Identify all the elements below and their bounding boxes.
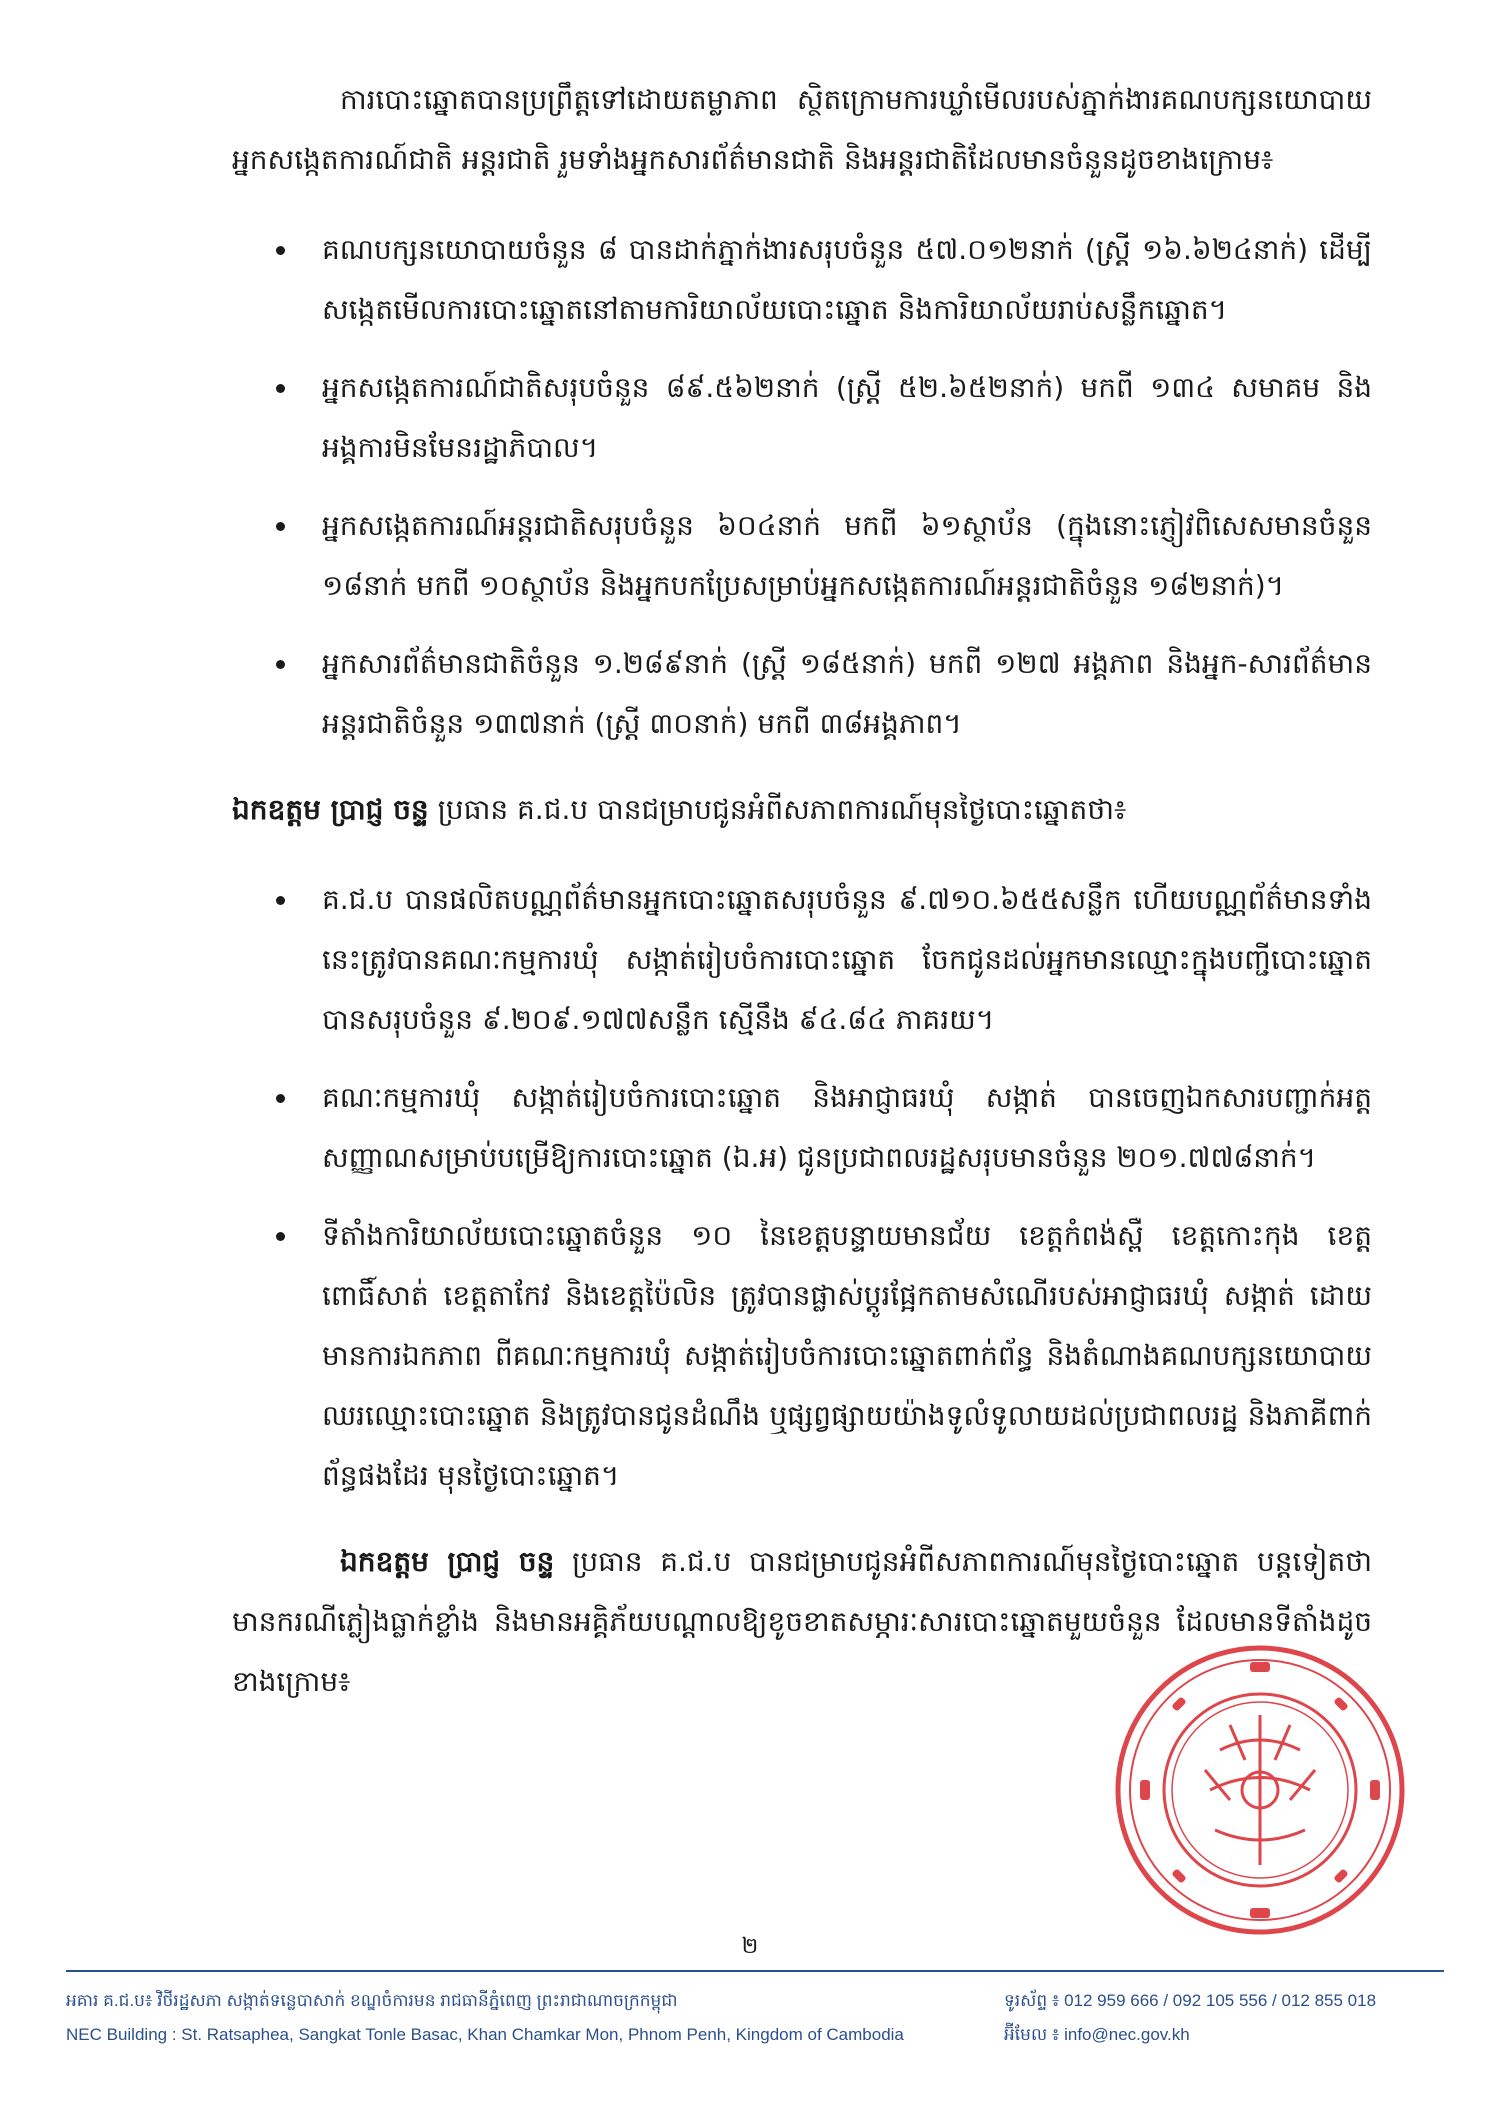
pre-election-list [232,870,1372,1506]
document-body [232,70,1372,1742]
footer-row [66,1984,1444,2018]
bullet-icon [276,1094,285,1103]
bullet-icon [276,660,285,669]
footer [66,1984,1444,2052]
list-item-text: គណបក្សនយោបាយចំនួន ៨ បានដាក់ភ្នាក់ងារសរុបចំនួន ៥៧.០១២នាក់ (ស្ត្រី ១៦.៦២៤នាក់) ដើម្បីសង្កេតមើលការបោះឆ្នោតនៅតាមការិយាល័យបោះឆ្នោត និងការិយាល័យរាប់សន្លឹកឆ្នោត។ [322,233,1372,326]
list-item [276,220,1372,340]
bullet-icon [276,1232,285,1241]
list-item [276,634,1372,754]
list-item-text: អ្នកសង្កេតការណ៍អន្តរជាតិសរុបចំនួន ៦០៤នាក់ មកពី ៦១ស្ថាប័ន (ក្នុងនោះភ្ញៀវពិសេសមានចំនួន ១៨នាក់ មកពី ១០ស្ថាប័ន និងអ្នកបកប្រែសម្រាប់អ្នកសង្កេតការណ៍អន្តរជាតិចំនួន ១៨២នាក់)។ [322,509,1372,602]
list-item [276,870,1372,1050]
footer-address-kh: អគារ គ.ជ.ប៖ វិថីរដ្ឋសភា សង្កាត់ទន្លេបាសាក់ ខណ្ឌចំការមន រាជធានីភ្នំពេញ ព្រះរាជាណាចក្រកម្ពុជា [66,1991,678,2010]
pre-election-intro: ប្រធាន គ.ជ.ប បានជម្រាបជូនអំពីសភាពការណ៍មុនថ្ងៃបោះឆ្នោតថា៖ [428,793,1127,826]
list-item [276,358,1372,478]
list-item-text: ទីតាំងការិយាល័យបោះឆ្នោតចំនួន ១០ នៃខេត្តបន្ទាយមានជ័យ ខេត្តកំពង់ស្ពឺ ខេត្តកោះកុង ខេត្តពោធិ៍សាត់ ខេត្តតាកែវ និងខេត្តប៉ៃលិន ត្រូវបានផ្លាស់ប្តូរផ្អែកតាមសំណើរបស់អាជ្ញាធរឃុំ សង្កាត់ ដោយមានការឯកភាព ពីគណៈកម្មការឃុំ សង្កាត់រៀបចំការបោះឆ្នោតពាក់ព័ន្ធ និងតំណាងគណបក្សនយោបាយ ឈរឈ្មោះបោះឆ្នោត និងត្រូវបានជូនដំណឹង ឬផ្សព្វផ្សាយយ៉ាងទូលំទូលាយដល់ប្រជាពលរដ្ឋ និងភាគីពាក់ព័ន្ធផងដែរ មុនថ្ងៃបោះឆ្នោត។ [322,1219,1372,1492]
observers-list [232,220,1372,754]
closing-text: ប្រធាន គ.ជ.ប បានជម្រាបជូនអំពីសភាពការណ៍មុនថ្ងៃបោះឆ្នោត បន្តទៀតថា មានករណីភ្លៀងធ្លាក់ខ្លាំង និងមានអគ្គិភ័យបណ្តាលឱ្យខូចខាតសម្ភារៈសារបោះឆ្នោតមួយចំនួន ដែលមានទីតាំងដូចខាងក្រោម៖ [232,1545,1372,1698]
list-item [276,1068,1372,1188]
official-seal-icon [1110,1640,1410,1940]
footer-address-en: NEC Building : St. Ratsaphea, Sangkat Tonle Basac, Khan Chamkar Mon, Phnom Penh, Kingdom of Cambodia [66,2025,904,2044]
list-item-text: គ.ជ.ប បានផលិតបណ្ណព័ត៌មានអ្នកបោះឆ្នោតសរុបចំនួន ៩.៧១០.៦៥៥សន្លឹក ហើយបណ្ណព័ត៌មានទាំងនេះត្រូវបានគណៈកម្មការឃុំ សង្កាត់រៀបចំការបោះឆ្នោត ចែកជូនដល់អ្នកមានឈ្មោះក្នុងបញ្ជីបោះឆ្នោតបានសរុបចំនួន ៩.២០៩.១៧៧សន្លឹក ស្មើនឹង ៩៤.៨៤ ភាគរយ។ [322,883,1372,1036]
list-item [276,1206,1372,1506]
bullet-icon [276,384,285,393]
intro-paragraph: ការបោះឆ្នោតបានប្រព្រឹត្តទៅដោយតម្លាភាព ស្ថិតក្រោមការឃ្លាំមើលរបស់ភ្នាក់ងារគណបក្សនយោបាយ អ្នកសង្កេតការណ៍ជាតិ អន្តរជាតិ រួមទាំងអ្នកសារព័ត៌មានជាតិ និងអន្តរជាតិដែលមានចំនួនដូចខាងក្រោម៖ [232,83,1372,176]
footer-phone: ទូរស័ព្ទ ៖ 012 959 666 / 092 105 556 / 012 855 018 [1004,1991,1377,2010]
list-item [276,496,1372,616]
honorific-name: ឯកឧត្តម ប្រាជ្ញ ចន្ទ [232,793,429,826]
bullet-icon [276,896,285,905]
list-item-text: គណៈកម្មការឃុំ សង្កាត់រៀបចំការបោះឆ្នោត និងអាជ្ញាធរឃុំ សង្កាត់ បានចេញឯកសារបញ្ជាក់អត្តសញ្ញាណសម្រាប់បម្រើឱ្យការបោះឆ្នោត (ឯ.អ) ជូនប្រជាពលរដ្ឋសរុបមានចំនួន ២០១.៧៧៨នាក់។ [322,1081,1372,1174]
footer-row [66,2018,1444,2052]
list-item-text: អ្នកសង្កេតការណ៍ជាតិសរុបចំនួន ៨៩.៥៦២នាក់ (ស្ត្រី ៥២.៦៥២នាក់) មកពី ១៣៤ សមាគម និងអង្គការមិនមែនរដ្ឋាភិបាល។ [322,371,1372,464]
bullet-icon [276,522,285,531]
page-number: ២ [741,1934,759,1959]
footer-email: អ៊ីមែល ៖ info@nec.gov.kh [1004,2025,1190,2044]
honorific-name: ឯកឧត្តម ប្រាជ្ញ ចន្ទ [340,1545,555,1578]
list-item-text: អ្នកសារព័ត៌មានជាតិចំនួន ១.២៨៩នាក់ (ស្ត្រី ១៨៥នាក់) មកពី ១២៧ អង្គភាព និងអ្នក-សារព័ត៌មានអន្តរជាតិចំនួន ១៣៧នាក់ (ស្ត្រី ៣០នាក់) មកពី ៣៨អង្គភាព។ [322,647,1372,740]
pre-election-paragraph [232,780,1372,840]
footer-divider [66,1970,1444,1972]
bullet-icon [276,246,285,255]
